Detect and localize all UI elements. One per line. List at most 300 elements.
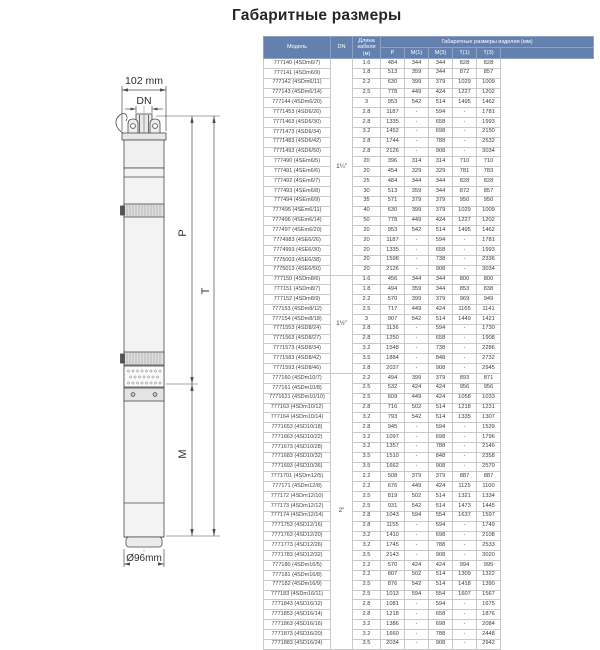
model-cell: 7771683 (4SD10/32) [264, 452, 331, 462]
row-spacer [501, 472, 594, 482]
value-cell: 1029 [453, 206, 477, 216]
coupling-bolt-left [131, 393, 135, 397]
value-cell: 1357 [381, 442, 405, 452]
value-cell: 344 [405, 177, 429, 187]
value-cell: - [405, 620, 429, 630]
model-cell: 7771883 (4SD16/24) [264, 639, 331, 649]
table-row [264, 442, 594, 452]
value-cell: 449 [405, 88, 429, 98]
value-cell: 449 [405, 482, 429, 492]
value-cell: 494 [381, 374, 405, 384]
value-cell: 379 [429, 78, 453, 88]
value-cell: 1607 [453, 590, 477, 600]
value-cell: 379 [429, 206, 453, 216]
value-cell: 424 [429, 216, 453, 226]
value-cell: 2.2 [353, 374, 381, 384]
row-spacer [501, 206, 594, 216]
model-cell: 777183 (4SDm16/11) [264, 590, 331, 600]
value-cell: 1097 [381, 433, 405, 443]
value-cell: 514 [429, 580, 453, 590]
value-cell: - [405, 236, 429, 246]
row-spacer [501, 639, 594, 649]
value-cell: 344 [405, 59, 429, 69]
value-cell: 1125 [453, 482, 477, 492]
value-cell: 1.6 [353, 275, 381, 285]
value-cell: 676 [381, 482, 405, 492]
model-cell: 777491 (4SEm6/6) [264, 167, 331, 177]
row-spacer [501, 541, 594, 551]
value-cell: 3034 [477, 265, 501, 275]
value-cell: 2.8 [353, 334, 381, 344]
value-cell: 1567 [477, 590, 501, 600]
value-cell: 1321 [453, 492, 477, 502]
value-cell: 2146 [477, 442, 501, 452]
header-spacer [501, 48, 594, 59]
table-row [264, 196, 594, 206]
value-cell: 658 [429, 246, 453, 256]
model-cell: 777150 (4SDm8/6) [264, 275, 331, 285]
value-cell: 25 [353, 177, 381, 187]
table-row [264, 186, 594, 196]
value-cell: 2.2 [353, 295, 381, 305]
value-cell: - [453, 334, 477, 344]
row-spacer [501, 590, 594, 600]
value-cell: 848 [429, 452, 453, 462]
value-cell: 20 [353, 236, 381, 246]
table-row [264, 226, 594, 236]
table-row [264, 216, 594, 226]
value-cell: 2.2 [353, 472, 381, 482]
value-cell: 542 [405, 98, 429, 108]
value-cell: 887 [477, 472, 501, 482]
value-cell: - [405, 521, 429, 531]
value-cell: 359 [405, 68, 429, 78]
value-cell: 542 [405, 501, 429, 511]
value-cell: 379 [429, 196, 453, 206]
value-cell: 908 [429, 551, 453, 561]
value-cell: - [405, 364, 429, 374]
value-cell: 788 [429, 442, 453, 452]
table-row [264, 246, 594, 256]
dn-group-cell: 1¼" [331, 59, 353, 276]
value-cell: 2.8 [353, 511, 381, 521]
table-row [264, 462, 594, 472]
value-cell: 1908 [477, 334, 501, 344]
value-cell: 513 [381, 186, 405, 196]
row-spacer [501, 305, 594, 315]
value-cell: 871 [477, 374, 501, 384]
model-cell: 7771753 (4SD12/16) [264, 521, 331, 531]
value-cell: 807 [381, 570, 405, 580]
table-row [264, 423, 594, 433]
value-cell: 956 [453, 383, 477, 393]
value-cell: 716 [381, 403, 405, 413]
value-cell: 35 [353, 196, 381, 206]
value-cell: - [405, 108, 429, 118]
value-cell: 2286 [477, 344, 501, 354]
value-cell: 2.8 [353, 600, 381, 610]
row-spacer [501, 433, 594, 443]
value-cell: 698 [429, 433, 453, 443]
row-spacer [501, 177, 594, 187]
value-cell: 658 [429, 118, 453, 128]
row-spacer [501, 314, 594, 324]
value-cell: 3034 [477, 147, 501, 157]
table-row [264, 413, 594, 423]
value-cell: 3.2 [353, 413, 381, 423]
model-cell: 7771453 (4SD6/26) [264, 108, 331, 118]
column-header-cable: Длина кабеля (м) [353, 37, 381, 59]
value-cell: 658 [429, 334, 453, 344]
diameter-label: Ø96mm [126, 553, 162, 564]
row-spacer [501, 98, 594, 108]
value-cell: 778 [381, 216, 405, 226]
model-cell: 7771653 (4SD10/18) [264, 423, 331, 433]
model-cell: 777492 (4SEm6/7) [264, 177, 331, 187]
model-cell: 7771701 (4SDm12/5) [264, 472, 331, 482]
value-cell: 1227 [453, 88, 477, 98]
table-row [264, 531, 594, 541]
value-cell: 1218 [453, 403, 477, 413]
value-cell: - [405, 551, 429, 561]
value-cell: 1136 [381, 324, 405, 334]
motor-bottom-cap [126, 537, 162, 547]
value-cell: - [453, 324, 477, 334]
table-row [264, 482, 594, 492]
table-row [264, 118, 594, 128]
value-cell: 570 [381, 561, 405, 571]
value-cell: 1597 [477, 511, 501, 521]
table-row [264, 334, 594, 344]
value-cell: 2.8 [353, 364, 381, 374]
value-cell: 2143 [381, 551, 405, 561]
value-cell: - [453, 236, 477, 246]
value-cell: 2.8 [353, 423, 381, 433]
value-cell: 1058 [453, 393, 477, 403]
model-cell: 777493 (4SEm6/8) [264, 186, 331, 196]
value-cell: 1730 [477, 324, 501, 334]
value-cell: 344 [429, 275, 453, 285]
value-cell: 1884 [381, 354, 405, 364]
value-cell: 344 [429, 68, 453, 78]
value-cell: 828 [453, 59, 477, 69]
row-spacer [501, 501, 594, 511]
table-row [264, 580, 594, 590]
value-cell: - [453, 629, 477, 639]
value-cell: 456 [381, 275, 405, 285]
table-row [264, 127, 594, 137]
column-header-t1: Т(1) [453, 48, 477, 59]
value-cell: 514 [429, 413, 453, 423]
value-cell: - [453, 354, 477, 364]
value-cell: 969 [453, 295, 477, 305]
table-row [264, 167, 594, 177]
value-cell: - [405, 639, 429, 649]
table-row [264, 255, 594, 265]
dim-m-label: M [177, 449, 189, 459]
table-row [264, 88, 594, 98]
row-spacer [501, 285, 594, 295]
row-spacer [501, 374, 594, 384]
value-cell: 2.8 [353, 108, 381, 118]
value-cell: 396 [381, 157, 405, 167]
table-row [264, 364, 594, 374]
value-cell: 594 [429, 108, 453, 118]
table-row [264, 620, 594, 630]
table-row [264, 521, 594, 531]
table-row [264, 344, 594, 354]
value-cell: - [405, 265, 429, 275]
value-cell: 50 [353, 216, 381, 226]
value-cell: 1452 [381, 127, 405, 137]
value-cell: 344 [429, 177, 453, 187]
value-cell: 1202 [477, 88, 501, 98]
value-cell: 1322 [477, 570, 501, 580]
value-cell: 630 [381, 206, 405, 216]
value-cell: 1218 [381, 610, 405, 620]
model-cell: 7775013 (4SE6/50) [264, 265, 331, 275]
table-row [264, 206, 594, 216]
value-cell: 781 [453, 167, 477, 177]
model-cell: 777160 (4SDm10/7) [264, 374, 331, 384]
row-spacer [501, 157, 594, 167]
table-row [264, 551, 594, 561]
value-cell: 424 [429, 383, 453, 393]
clamp-screw-lower [121, 354, 125, 363]
table-row [264, 98, 594, 108]
value-cell: 424 [429, 393, 453, 403]
row-spacer [501, 403, 594, 413]
table-row [264, 305, 594, 315]
value-cell: 379 [405, 472, 429, 482]
value-cell: 953 [381, 98, 405, 108]
value-cell: 819 [381, 492, 405, 502]
row-spacer [501, 610, 594, 620]
model-cell: 777151 (4SDm8/7) [264, 285, 331, 295]
model-cell: 7771483 (4SD6/42) [264, 137, 331, 147]
value-cell: 848 [429, 354, 453, 364]
value-cell: - [453, 147, 477, 157]
value-cell: 1335 [381, 246, 405, 256]
value-cell: 1141 [477, 305, 501, 315]
value-cell: 2126 [381, 147, 405, 157]
value-cell: 828 [453, 177, 477, 187]
value-cell: 449 [405, 216, 429, 226]
value-cell: 1749 [477, 521, 501, 531]
value-cell: 1386 [381, 620, 405, 630]
value-cell: - [405, 324, 429, 334]
value-cell: 1202 [477, 216, 501, 226]
table-row [264, 570, 594, 580]
value-cell: 594 [405, 590, 429, 600]
value-cell: 2034 [381, 639, 405, 649]
table-row [264, 285, 594, 295]
value-cell: 424 [429, 88, 453, 98]
value-cell: - [405, 147, 429, 157]
value-cell: 314 [405, 157, 429, 167]
table-row [264, 590, 594, 600]
table-row [264, 59, 594, 69]
column-header-t3: Т(3) [477, 48, 501, 59]
value-cell: - [453, 600, 477, 610]
value-cell: - [453, 541, 477, 551]
value-cell: 379 [429, 472, 453, 482]
value-cell: 514 [429, 492, 453, 502]
value-cell: 594 [429, 521, 453, 531]
model-cell: 777496 (4SEm6/14) [264, 216, 331, 226]
value-cell: 1187 [381, 108, 405, 118]
value-cell: - [405, 442, 429, 452]
row-spacer [501, 295, 594, 305]
model-cell: 7771853 (4SD16/14) [264, 610, 331, 620]
coupling-band [124, 388, 164, 401]
row-spacer [501, 108, 594, 118]
value-cell: - [405, 334, 429, 344]
value-cell: 1473 [453, 501, 477, 511]
row-spacer [501, 167, 594, 177]
value-cell: 3.2 [353, 541, 381, 551]
dim-p-label: P [177, 229, 189, 237]
value-cell: 3.5 [353, 354, 381, 364]
value-cell: 698 [429, 127, 453, 137]
value-cell: 853 [453, 285, 477, 295]
row-spacer [501, 354, 594, 364]
value-cell: - [453, 137, 477, 147]
row-spacer [501, 118, 594, 128]
table-row [264, 629, 594, 639]
row-spacer [501, 442, 594, 452]
value-cell: - [453, 531, 477, 541]
value-cell: 3020 [477, 551, 501, 561]
value-cell: 1009 [477, 78, 501, 88]
value-cell: 359 [405, 186, 429, 196]
value-cell: 1100 [477, 482, 501, 492]
value-cell: 1876 [477, 610, 501, 620]
value-cell: 2945 [477, 364, 501, 374]
table-row [264, 78, 594, 88]
value-cell: 3.5 [353, 452, 381, 462]
model-cell: 777180 (4SDm16/5) [264, 561, 331, 571]
value-cell: 3.2 [353, 344, 381, 354]
model-cell: 777154 (4SDm8/18) [264, 314, 331, 324]
table-row [264, 354, 594, 364]
model-cell: 777174 (4SDm12/14) [264, 511, 331, 521]
value-cell: 698 [429, 620, 453, 630]
dim-m [190, 384, 193, 536]
value-cell: 20 [353, 226, 381, 236]
value-cell: 1510 [381, 452, 405, 462]
row-spacer [501, 531, 594, 541]
model-cell: 7771663 (4SD10/22) [264, 433, 331, 443]
model-cell: 777182 (4SDm16/9) [264, 580, 331, 590]
value-cell: - [453, 639, 477, 649]
value-cell: 571 [381, 196, 405, 206]
value-cell: 630 [381, 78, 405, 88]
value-cell: - [405, 433, 429, 443]
value-cell: 1029 [453, 78, 477, 88]
model-cell: 7771763 (4SD12/20) [264, 531, 331, 541]
model-cell: 7774993 (4SE6/30) [264, 246, 331, 256]
value-cell: - [453, 127, 477, 137]
value-cell: 1660 [381, 629, 405, 639]
value-cell: 3.2 [353, 629, 381, 639]
value-cell: 3.5 [353, 462, 381, 472]
model-cell: 777161 (4SDm10/8) [264, 383, 331, 393]
value-cell: 1227 [453, 216, 477, 226]
value-cell: 1449 [453, 314, 477, 324]
value-cell: 908 [429, 462, 453, 472]
value-cell: 20 [353, 265, 381, 275]
value-cell: 1495 [453, 226, 477, 236]
value-cell: 1081 [381, 600, 405, 610]
value-cell: 908 [429, 364, 453, 374]
value-cell: 908 [429, 147, 453, 157]
value-cell: 399 [405, 374, 429, 384]
value-cell: 514 [429, 314, 453, 324]
value-cell: 1796 [477, 433, 501, 443]
value-cell: 995 [477, 561, 501, 571]
value-cell: 950 [453, 196, 477, 206]
value-cell: - [453, 442, 477, 452]
model-cell: 7771773 (4SD12/26) [264, 541, 331, 551]
table-row [264, 383, 594, 393]
value-cell: 2.5 [353, 501, 381, 511]
value-cell: 2150 [477, 127, 501, 137]
value-cell: 1231 [477, 403, 501, 413]
value-cell: - [405, 118, 429, 128]
value-cell: 344 [429, 186, 453, 196]
value-cell: 738 [429, 255, 453, 265]
value-cell: 20 [353, 157, 381, 167]
model-cell: 777164 (4SDm10/14) [264, 413, 331, 423]
value-cell: 1445 [477, 501, 501, 511]
value-cell: 2336 [477, 255, 501, 265]
value-cell: 2942 [477, 639, 501, 649]
value-cell: 2.8 [353, 521, 381, 531]
value-cell: 956 [477, 383, 501, 393]
value-cell: 1781 [477, 236, 501, 246]
value-cell: 2570 [477, 462, 501, 472]
value-cell: - [405, 354, 429, 364]
table-row [264, 492, 594, 502]
value-cell: 379 [429, 295, 453, 305]
column-header-m3: М(3) [429, 48, 453, 59]
value-cell: - [453, 265, 477, 275]
model-cell: 777173 (4SDm12/12) [264, 501, 331, 511]
row-spacer [501, 423, 594, 433]
value-cell: 828 [477, 59, 501, 69]
value-cell: 2.5 [353, 305, 381, 315]
row-spacer [501, 629, 594, 639]
value-cell: 1745 [381, 541, 405, 551]
value-cell: 399 [405, 295, 429, 305]
row-spacer [501, 482, 594, 492]
row-spacer [501, 364, 594, 374]
value-cell: 594 [429, 236, 453, 246]
column-header-p: P [381, 48, 405, 59]
value-cell: 514 [429, 226, 453, 236]
dn-group-cell: 1½" [331, 275, 353, 373]
value-cell: 2.8 [353, 324, 381, 334]
value-cell: 3 [353, 314, 381, 324]
value-cell: 514 [429, 570, 453, 580]
value-cell: 1993 [477, 246, 501, 256]
value-cell: 484 [381, 59, 405, 69]
outlet-dn-label: DN [136, 95, 152, 107]
row-spacer [501, 275, 594, 285]
value-cell: 40 [353, 206, 381, 216]
value-cell: 542 [405, 226, 429, 236]
